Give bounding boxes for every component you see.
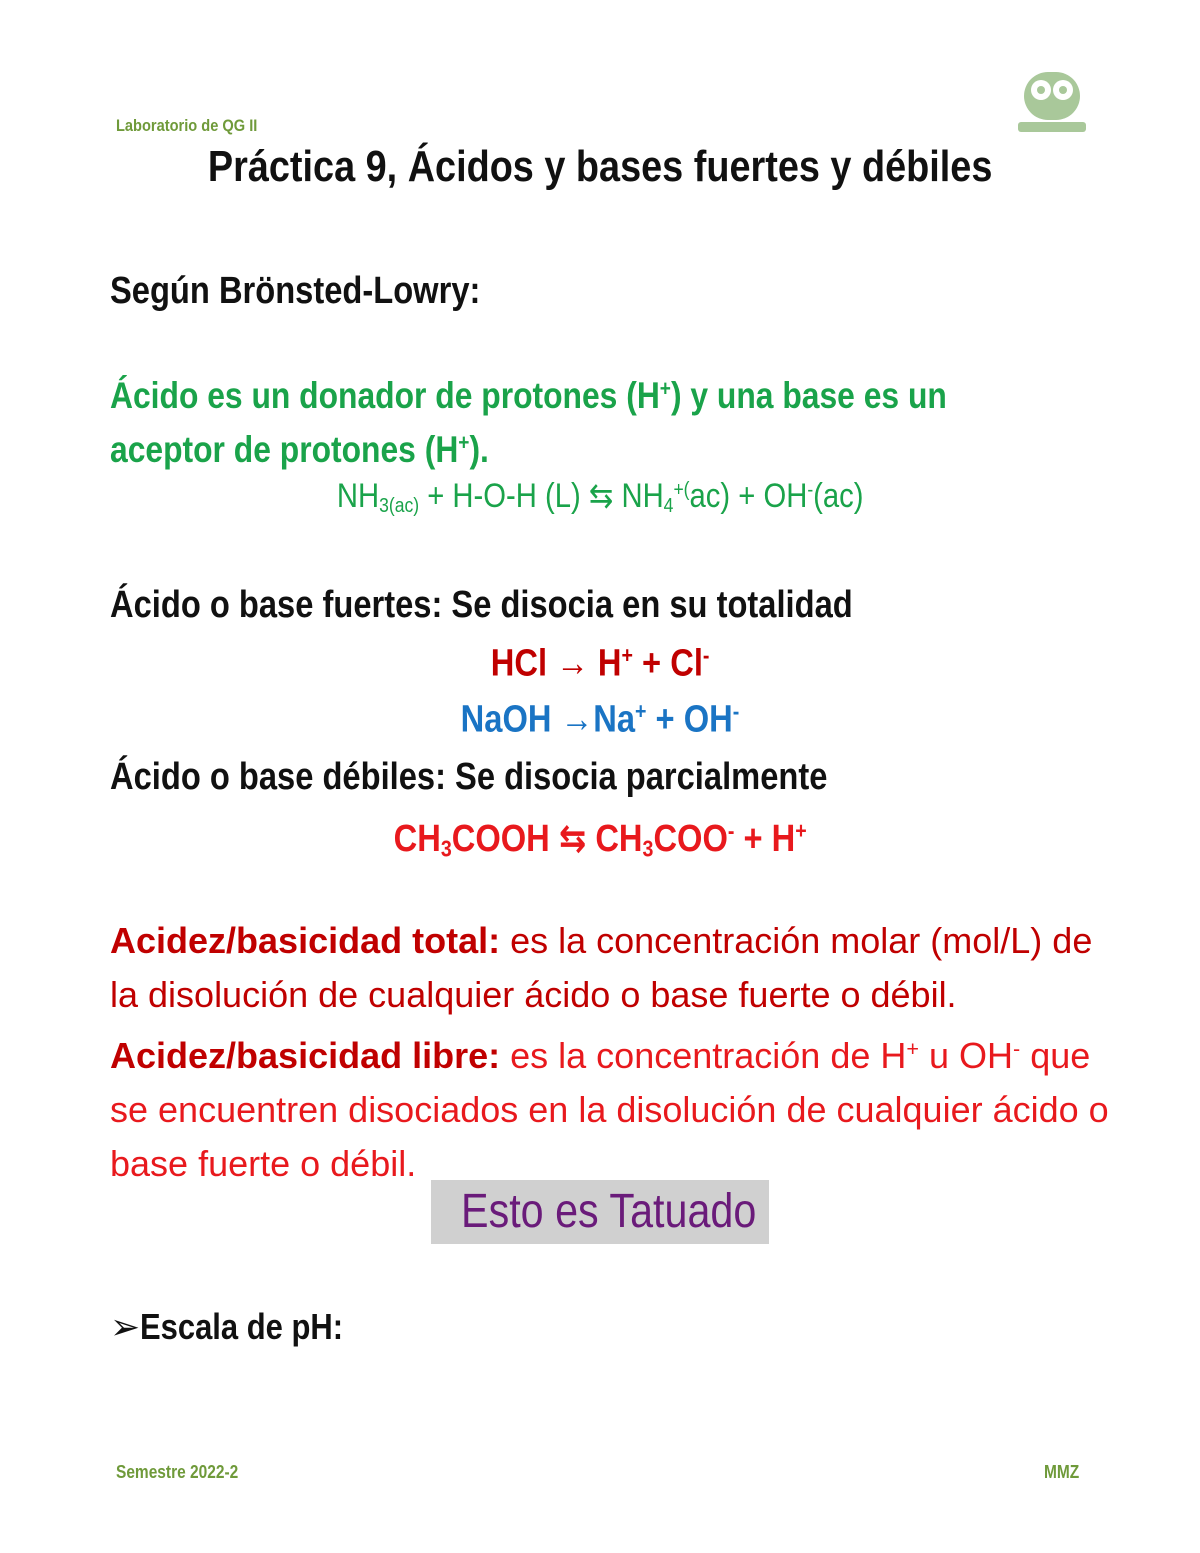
total-acidity-definition: Acidez/basicidad total: es la concentración molar (mol/L) de la disolución de cualquier ácido o base fuerte o débil.	[110, 920, 1093, 1015]
footer-semester: Semestre 2022-2	[116, 1462, 239, 1482]
lab-header: Laboratorio de QG II	[116, 116, 258, 135]
bronsted-definition-line1: Ácido es un donador de protones (H+) y una base es un	[110, 375, 947, 417]
ph-scale-item	[110, 1306, 376, 1348]
ammonia-equation: $NH_{3(ac)} + H-O-H$ (L) ⇆ $NH_4^{+(}ac) + OH^-(ac)$	[336, 477, 864, 518]
ph-scale-label: Escala de pH:	[140, 1306, 344, 1347]
free-acidity-definition: Acidez/basicidad libre: es la concentración de H+ u OH- que se encuentren disociados en la disolución de cualquier ácido o base fuerte o débil.	[110, 1034, 1109, 1184]
bronsted-definition-line2: aceptor de protones (H+).	[110, 429, 489, 471]
footer-initials: MMZ	[1044, 1462, 1080, 1482]
owl-logo-icon	[1016, 72, 1088, 136]
tattoo-note	[0, 1180, 1200, 1244]
naoh-equation: NaOH →Na+ + OH-	[460, 698, 740, 741]
hcl-equation: HCl → H+ + Cl-	[490, 642, 710, 685]
page-title: Práctica 9, Ácidos y bases fuertes y débiles	[207, 142, 993, 191]
weak-acid-base-heading: Ácido o base débiles: Se disocia parcialmente	[110, 756, 828, 798]
tattoo-highlight: Esto es Tatuado	[431, 1180, 769, 1244]
arrow-bullet-icon: ➢	[110, 1306, 141, 1347]
bronsted-heading: Según Brönsted-Lowry:	[110, 270, 481, 312]
acetic-acid-equation: $CH_3COOH$ ⇆ $CH_3COO^- + H^+$	[393, 817, 807, 862]
strong-acid-base-heading: Ácido o base fuertes: Se disocia en su totalidad	[110, 584, 853, 626]
